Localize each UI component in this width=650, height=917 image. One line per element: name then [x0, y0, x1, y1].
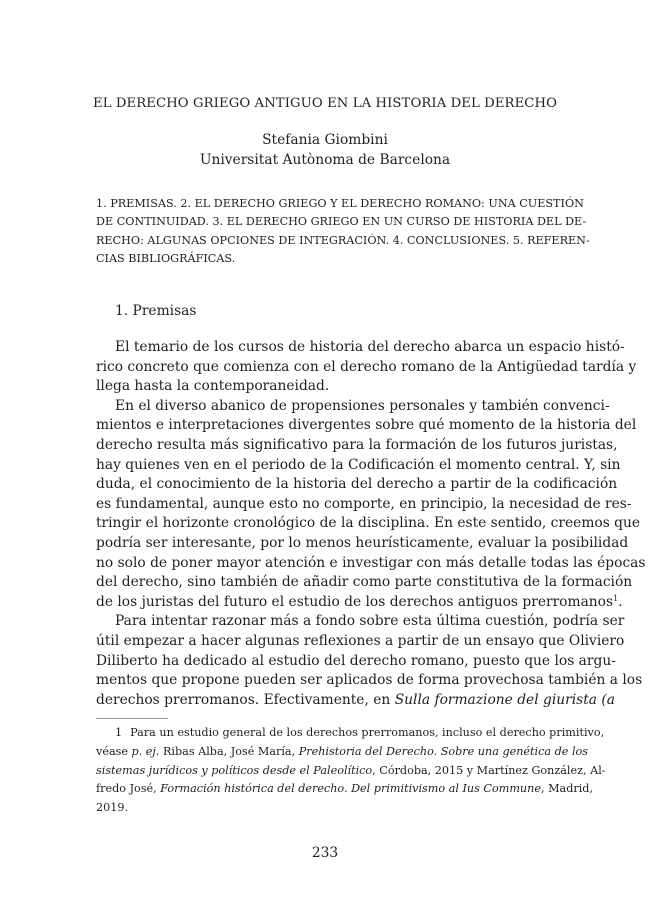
footnote-line — [96, 762, 606, 781]
body-line: mientos e interpretaciones divergentes sobre qué momento de la historia del — [96, 417, 637, 434]
summary-line: DE CONTINUIDAD. 3. EL DERECHO GRIEGO EN UN CURSO DE HISTORIA DEL DE- — [96, 215, 587, 229]
body-line — [96, 691, 615, 711]
footnote-italic: Prehistoria del Derecho. Sobre una genética de los — [298, 744, 589, 758]
summary-line: 1. PREMISAS. 2. EL DERECHO GRIEGO Y EL DERECHO ROMANO: UNA CUESTIÓN — [96, 197, 584, 210]
footnote-line — [96, 780, 594, 799]
footnote-text: Para un estudio general de los derechos prerromanos, incluso el derecho primitivo, — [130, 726, 605, 739]
body-line: Para intentar razonar más a fondo sobre esta última cuestión, podría ser — [115, 613, 625, 630]
chapter-summary — [96, 195, 590, 269]
author-name: Stefania Giombini — [262, 132, 388, 148]
chapter-title: EL DERECHO GRIEGO ANTIGUO EN LA HISTORIA DEL DERECHO — [92, 96, 558, 111]
footnote-line — [96, 724, 605, 743]
body-line-text: . — [618, 593, 623, 610]
footnote — [96, 724, 606, 818]
footnote-separator — [96, 718, 168, 719]
footnote-text: Ribas Alba, José María, — [159, 744, 299, 758]
body-line: podría ser interesante, por lo menos heurísticamente, evaluar la posibilidad — [96, 534, 629, 551]
body-line: útil empezar a hacer algunas reflexiones a partir de un ensayo que Oliviero — [96, 632, 625, 649]
footnote-text: fredo José, — [96, 782, 161, 796]
footnote-italic: sistemas jurídicos y políticos desde el Paleolítico — [96, 763, 373, 777]
body-line: rico concreto que comienza con el derecho romano de la Antigüedad tardía y — [96, 358, 637, 375]
section-heading: 1. Premisas — [115, 303, 197, 319]
body-line: es fundamental, aunque esto no comporte, en principio, la necesidad de res- — [96, 495, 632, 512]
body-line: hay quienes ven en el periodo de la Codificación el momento central. Y, sin — [96, 456, 621, 473]
body-line-text: derechos prerromanos. Efectivamente, en — [96, 691, 395, 708]
body-line: tringir el horizonte cronológico de la disciplina. En este sentido, creemos que — [96, 515, 641, 532]
body-line: del derecho, sino también de añadir como parte constitutiva de la formación — [96, 574, 633, 591]
footnote-ref[interactable]: 1 — [613, 593, 619, 603]
body-line: mentos que propone pueden ser aplicados de forma provechosa también a los — [96, 672, 643, 689]
summary-line: CIAS BIBLIOGRÁFICAS. — [96, 252, 236, 266]
footnote-italic: Formación histórica del derecho. Del primitivismo al Ius Commune — [160, 782, 541, 796]
footnote-italic: p. ej. — [131, 744, 160, 758]
summary-line: RECHO: ALGUNAS OPCIONES DE INTEGRACIÓN. 4. CONCLUSIONES. 5. REFEREN- — [96, 233, 590, 247]
footnote-text: , Madrid, — [540, 782, 594, 796]
body-line: derecho resulta más significativo para la formación de los futuros juristas, — [96, 436, 618, 453]
body-line: llega hasta la contemporaneidad. — [96, 378, 330, 395]
body-line: duda, el conocimiento de la historia del derecho a partir de la codificación — [96, 476, 618, 493]
book-title-italic: Sulla formazione del giurista (a — [394, 691, 615, 708]
page-number: 233 — [311, 845, 339, 861]
footnote-text: véase — [96, 744, 132, 758]
body-line: Diliberto ha dedicado al estudio del derecho romano, puesto que los argu- — [96, 652, 616, 669]
body-line: El temario de los cursos de historia del derecho abarca un espacio histó- — [115, 339, 625, 355]
footnote-number: 1 — [115, 726, 123, 739]
footnote-line — [96, 743, 589, 762]
body-line-text: de los juristas del futuro el estudio de los derechos antiguos prerromanos — [96, 593, 614, 610]
body-line — [96, 593, 623, 613]
body-line: no solo de poner mayor atención e investigar con más detalle todas las épocas — [96, 554, 646, 571]
body-line: En el diverso abanico de propensiones personales y también convenci- — [115, 397, 610, 414]
footnote-line: 2019. — [96, 801, 129, 815]
footnote-text: , Córdoba, 2015 y Martínez González, Al- — [372, 763, 606, 777]
body-text — [96, 338, 646, 710]
author-affiliation: Universitat Autònoma de Barcelona — [199, 152, 451, 168]
